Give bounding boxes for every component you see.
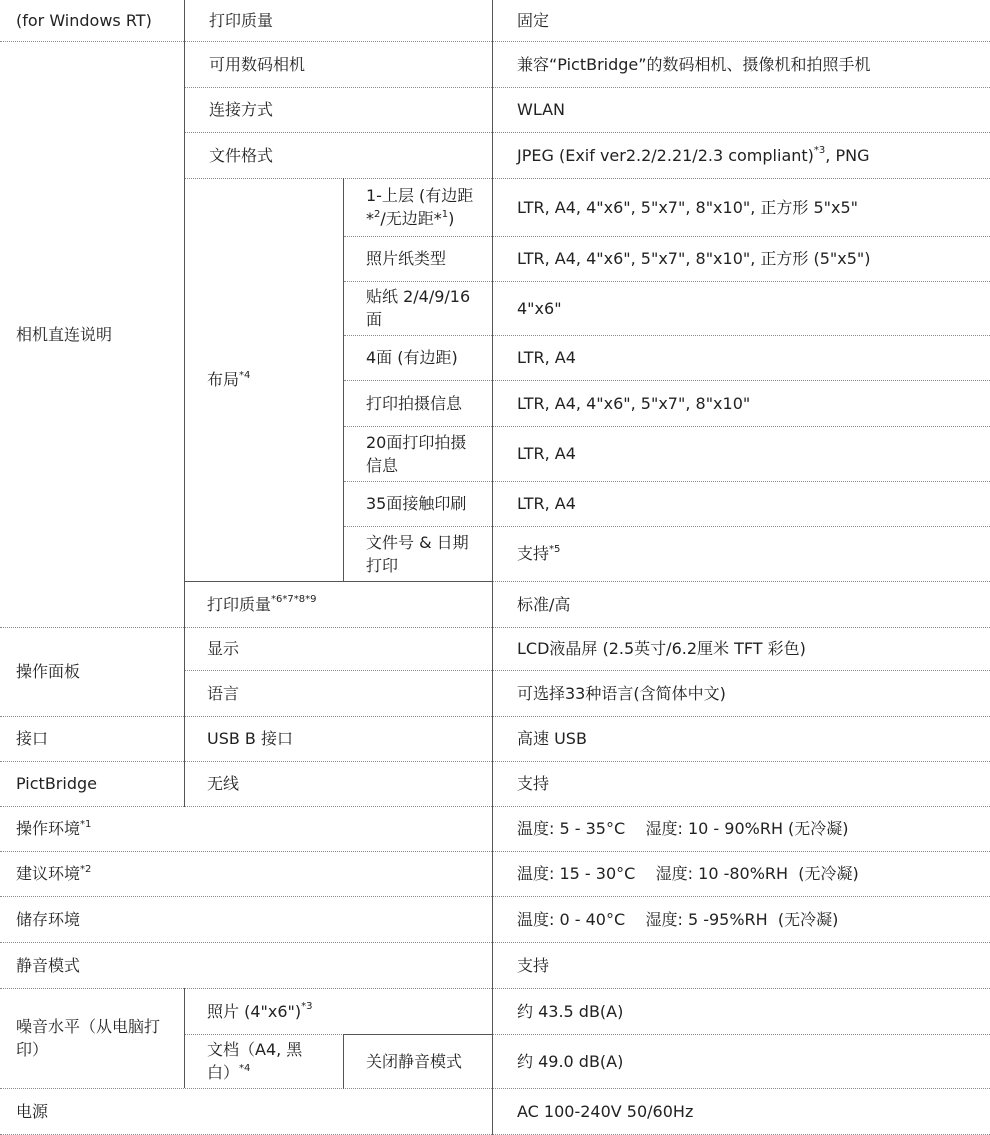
layout-item-key: 贴纸 2/4/9/16 面	[366, 287, 471, 329]
layout-item-value: LTR, A4, 4"x6", 5"x7", 8"x10"	[517, 393, 751, 413]
compatible-camera-value: 兼容“PictBridge”的数码相机、摄像机和拍照手机	[517, 54, 871, 74]
pictbridge-value: 支持	[517, 774, 550, 793]
quiet-mode-value: 支持	[517, 955, 550, 975]
noise-level-label: 噪音水平（从电脑打印）	[16, 1017, 161, 1059]
layout-item-value: LTR, A4	[517, 444, 576, 463]
layout-item-value: 支持$^{*5}$	[517, 543, 561, 563]
recommended-env-label: 建议环境$^{*2}$	[16, 863, 92, 883]
interface-label: 接口	[16, 729, 49, 748]
language-key: 语言	[207, 683, 240, 703]
layout-item-key: 20面打印拍摄信息	[366, 432, 467, 475]
display-value: LCD液晶屏 (2.5英寸/6.2厘米 TFT 彩色)	[517, 639, 806, 658]
compatible-camera-key: 可用数码相机	[209, 54, 306, 74]
interface-key: USB B 接口	[207, 729, 293, 748]
layout-label: 布局$^{*4}$	[207, 369, 251, 389]
file-format-key: 文件格式	[209, 145, 274, 165]
storage-env-value: 温度: 0 - 40°C 湿度: 5 -95%RH (无冷凝)	[517, 909, 839, 929]
camera-direct-label: 相机直连说明	[16, 324, 113, 344]
layout-item-value: LTR, A4	[517, 348, 576, 367]
operation-panel-label: 操作面板	[16, 662, 81, 681]
noise-document-value: 约 49.0 dB(A)	[517, 1051, 624, 1071]
recommended-env-value: 温度: 15 - 30°C 湿度: 10 -80%RH (无冷凝)	[517, 864, 859, 883]
file-format-value: JPEG (Exif ver2.2/2.21/2.3 compliant)$^{*3}$, PNG	[517, 145, 870, 165]
layout-item-key: 打印拍摄信息	[366, 393, 463, 413]
quiet-mode-off-label: 关闭静音模式	[366, 1051, 463, 1071]
interface-value: 高速 USB	[517, 729, 587, 748]
pictbridge-key: 无线	[207, 774, 240, 793]
language-value: 可选择33种语言(含简体中文)	[517, 683, 726, 703]
power-value: AC 100-240V 50/60Hz	[517, 1101, 694, 1121]
layout-item-key: 文件号 & 日期打印	[366, 532, 469, 575]
noise-photo-key: 照片 (4"x6")$^{*3}$	[207, 1001, 313, 1021]
noise-photo-value: 约 43.5 dB(A)	[517, 1001, 624, 1021]
operating-env-value: 温度: 5 - 35°C 湿度: 10 - 90%RH (无冷凝)	[517, 819, 849, 838]
layout-item-key: 照片纸类型	[366, 249, 447, 268]
print-quality-value: 固定	[517, 11, 550, 30]
layout-item-key: 1-上层 (有边距 *$^2$/无边距*$^1$)	[366, 186, 474, 228]
layout-item-key: 4面 (有边距)	[366, 348, 458, 367]
display-key: 显示	[207, 639, 240, 658]
layout-item-value: LTR, A4	[517, 494, 576, 513]
os-label: (for Windows RT)	[16, 11, 152, 30]
connection-key: 连接方式	[209, 100, 274, 119]
camera-print-quality-value: 标准/高	[517, 594, 571, 614]
storage-env-label: 储存环境	[16, 909, 81, 929]
noise-document-key: 文档（A4, 黑白）$^{*4}$	[207, 1040, 303, 1082]
camera-print-quality-key: 打印质量$^{*6*7*8*9}$	[207, 594, 317, 614]
connection-value: WLAN	[517, 100, 566, 119]
quiet-mode-label: 静音模式	[16, 955, 81, 975]
operating-env-label: 操作环境$^{*1}$	[16, 818, 92, 838]
pictbridge-label: PictBridge	[16, 774, 97, 793]
power-label: 电源	[16, 1101, 49, 1121]
layout-item-value: 4"x6"	[517, 298, 562, 318]
layout-item-value: LTR, A4, 4"x6", 5"x7", 8"x10", 正方形 5"x5"	[517, 197, 859, 217]
print-quality-key: 打印质量	[209, 11, 274, 30]
layout-item-value: LTR, A4, 4"x6", 5"x7", 8"x10", 正方形 (5"x5")	[517, 249, 871, 268]
layout-item-key: 35面接触印刷	[366, 494, 467, 513]
